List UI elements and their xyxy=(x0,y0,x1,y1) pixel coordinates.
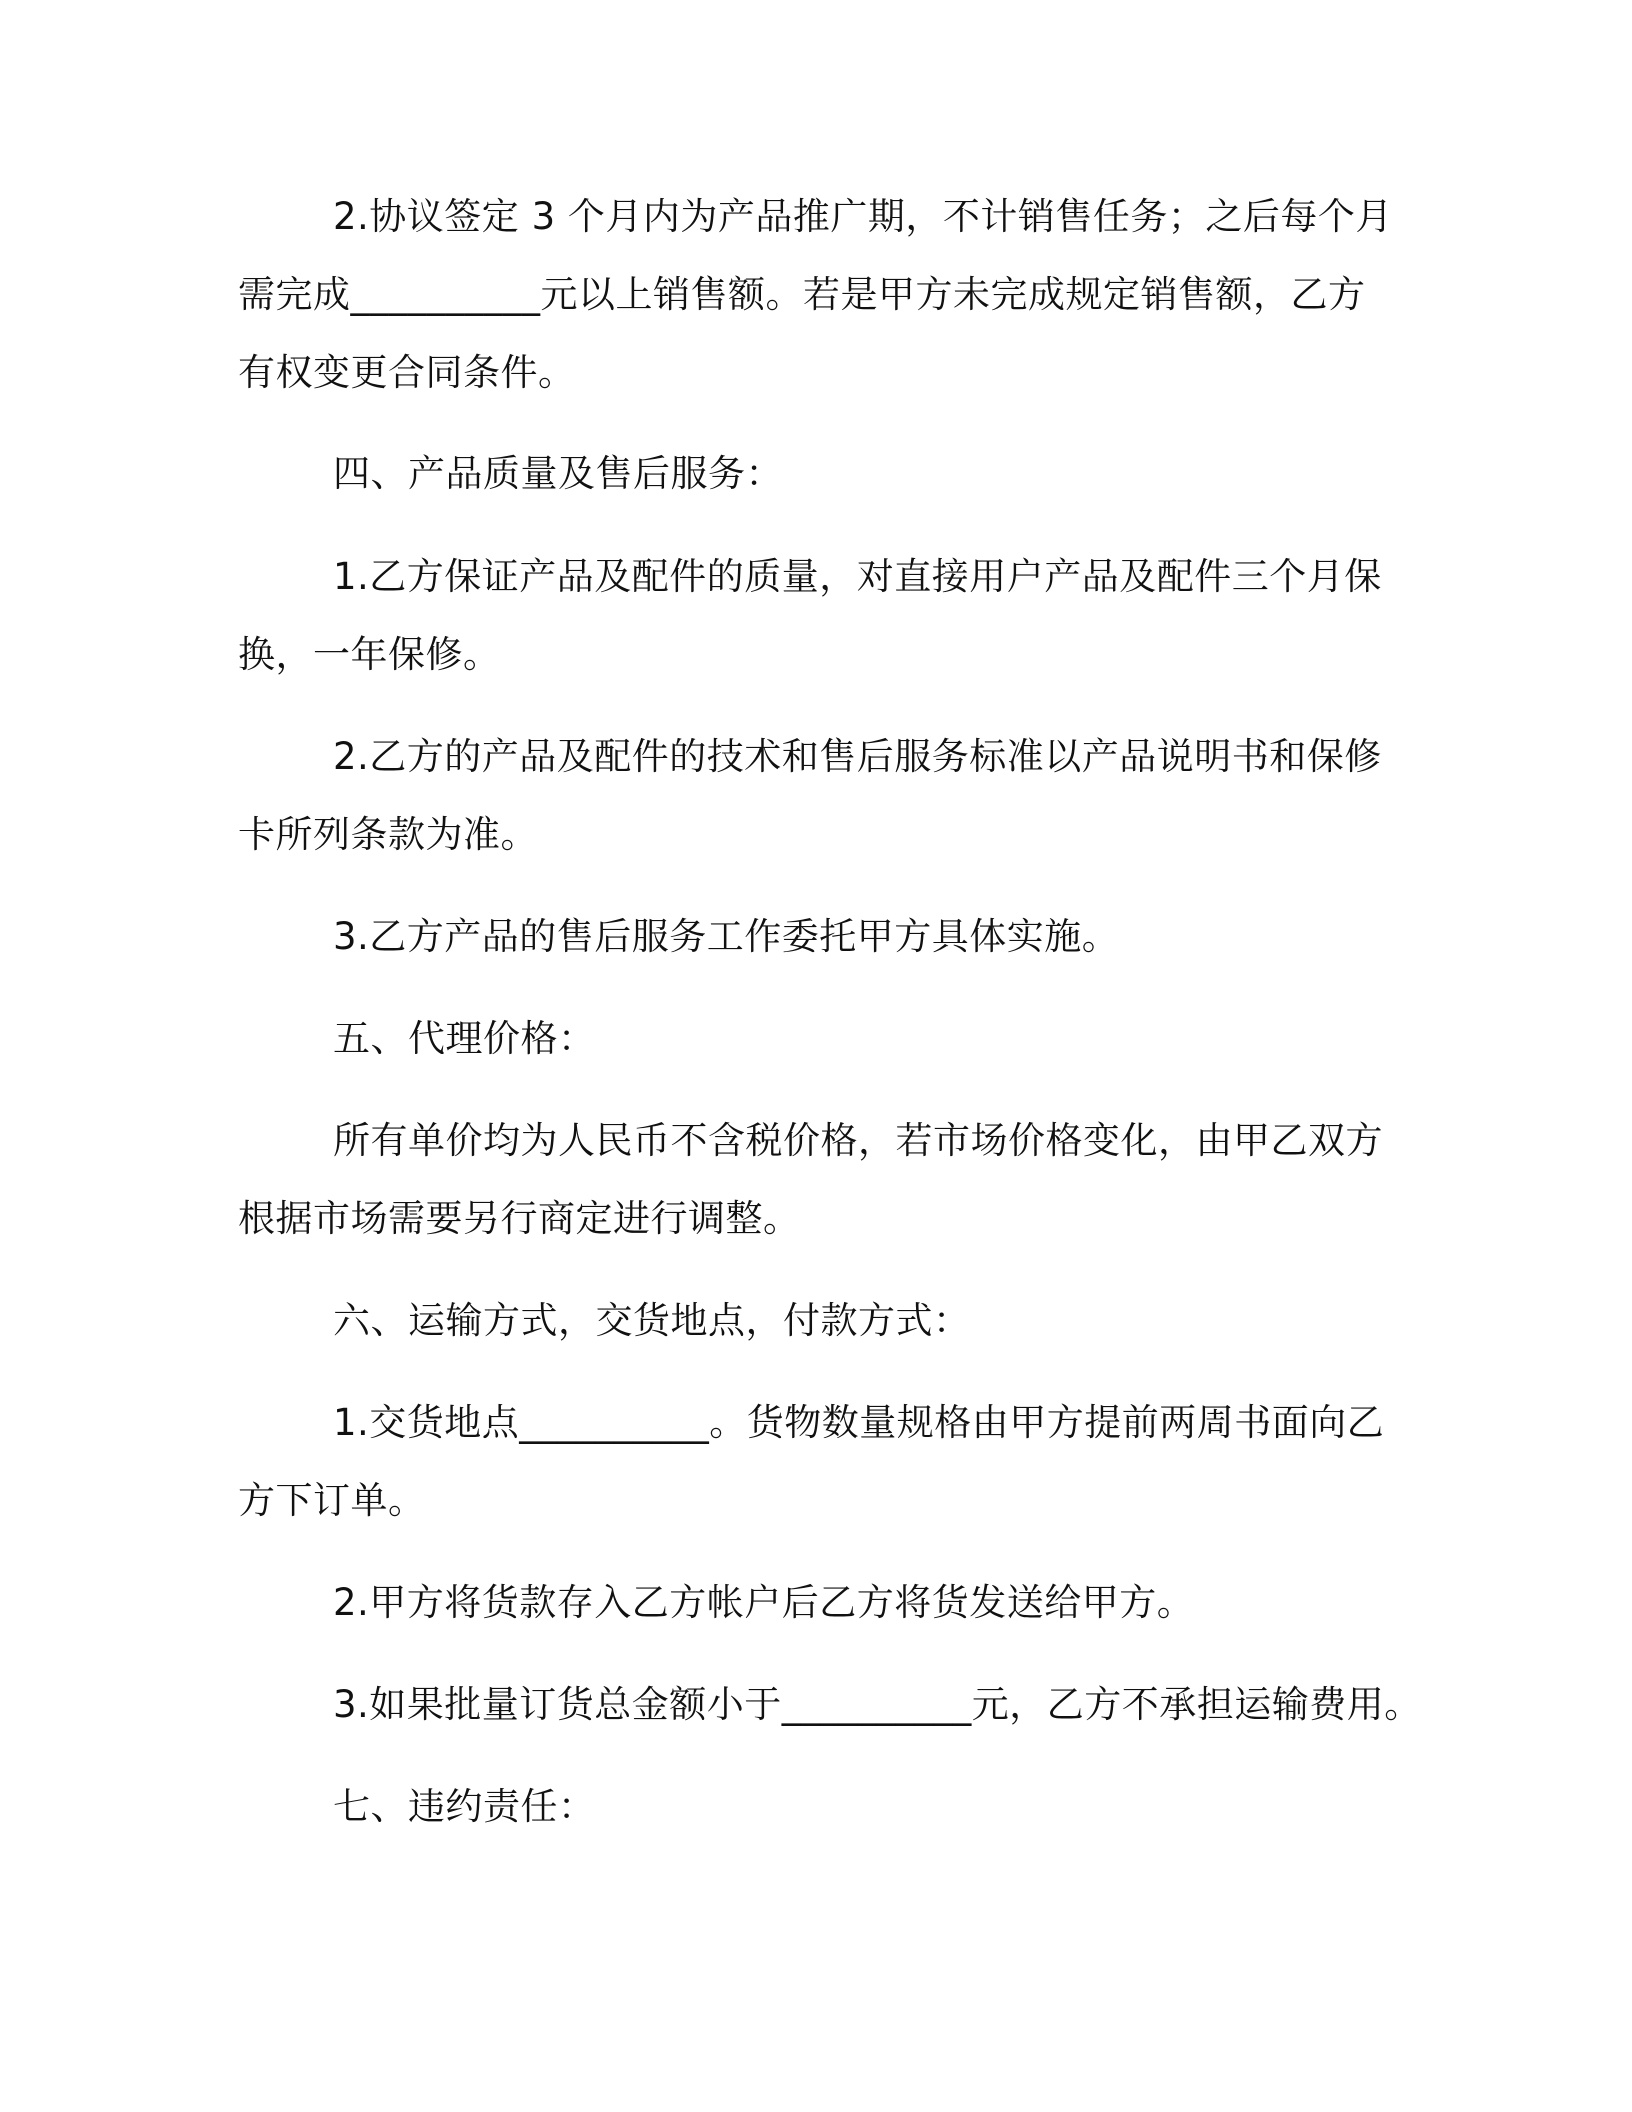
clause-6-1-line-1: 1.交货地点__________。货物数量规格由甲方提前两周书面向乙 xyxy=(333,1401,1385,1444)
clause-5-line-1: 所有单价均为人民币不含税价格，若市场价格变化，由甲乙双方 xyxy=(333,1119,1383,1162)
clause-4-3: 3.乙方产品的售后服务工作委托甲方具体实施。 xyxy=(333,915,1120,958)
section-5-heading: 五、代理价格： xyxy=(333,1017,596,1060)
section-4-heading: 四、产品质量及售后服务： xyxy=(333,452,783,495)
clause-4-1-line-1: 1.乙方保证产品及配件的质量，对直接用户产品及配件三个月保 xyxy=(333,555,1382,598)
clause-6-1-line-2: 方下订单。 xyxy=(238,1479,426,1522)
clause-6-2: 2.甲方将货款存入乙方帐户后乙方将货发送给甲方。 xyxy=(333,1581,1195,1624)
section-7-heading: 七、违约责任： xyxy=(333,1785,596,1828)
section-6-heading: 六、运输方式，交货地点，付款方式： xyxy=(333,1299,971,1342)
clause-3-2-line-3: 有权变更合同条件。 xyxy=(238,351,576,394)
clause-4-2-line-1: 2.乙方的产品及配件的技术和售后服务标准以产品说明书和保修 xyxy=(333,735,1382,778)
clause-3-2-line-2: 需完成__________元以上销售额。若是甲方未完成规定销售额，乙方 xyxy=(238,273,1366,316)
clause-4-2-line-2: 卡所列条款为准。 xyxy=(238,813,538,856)
clause-6-3: 3.如果批量订货总金额小于__________元，乙方不承担运输费用。 xyxy=(333,1683,1422,1726)
clause-3-2-line-1: 2.协议签定 3 个月内为产品推广期，不计销售任务；之后每个月 xyxy=(333,195,1393,238)
clause-4-1-line-2: 换，一年保修。 xyxy=(238,633,501,676)
clause-5-line-2: 根据市场需要另行商定进行调整。 xyxy=(238,1197,801,1240)
